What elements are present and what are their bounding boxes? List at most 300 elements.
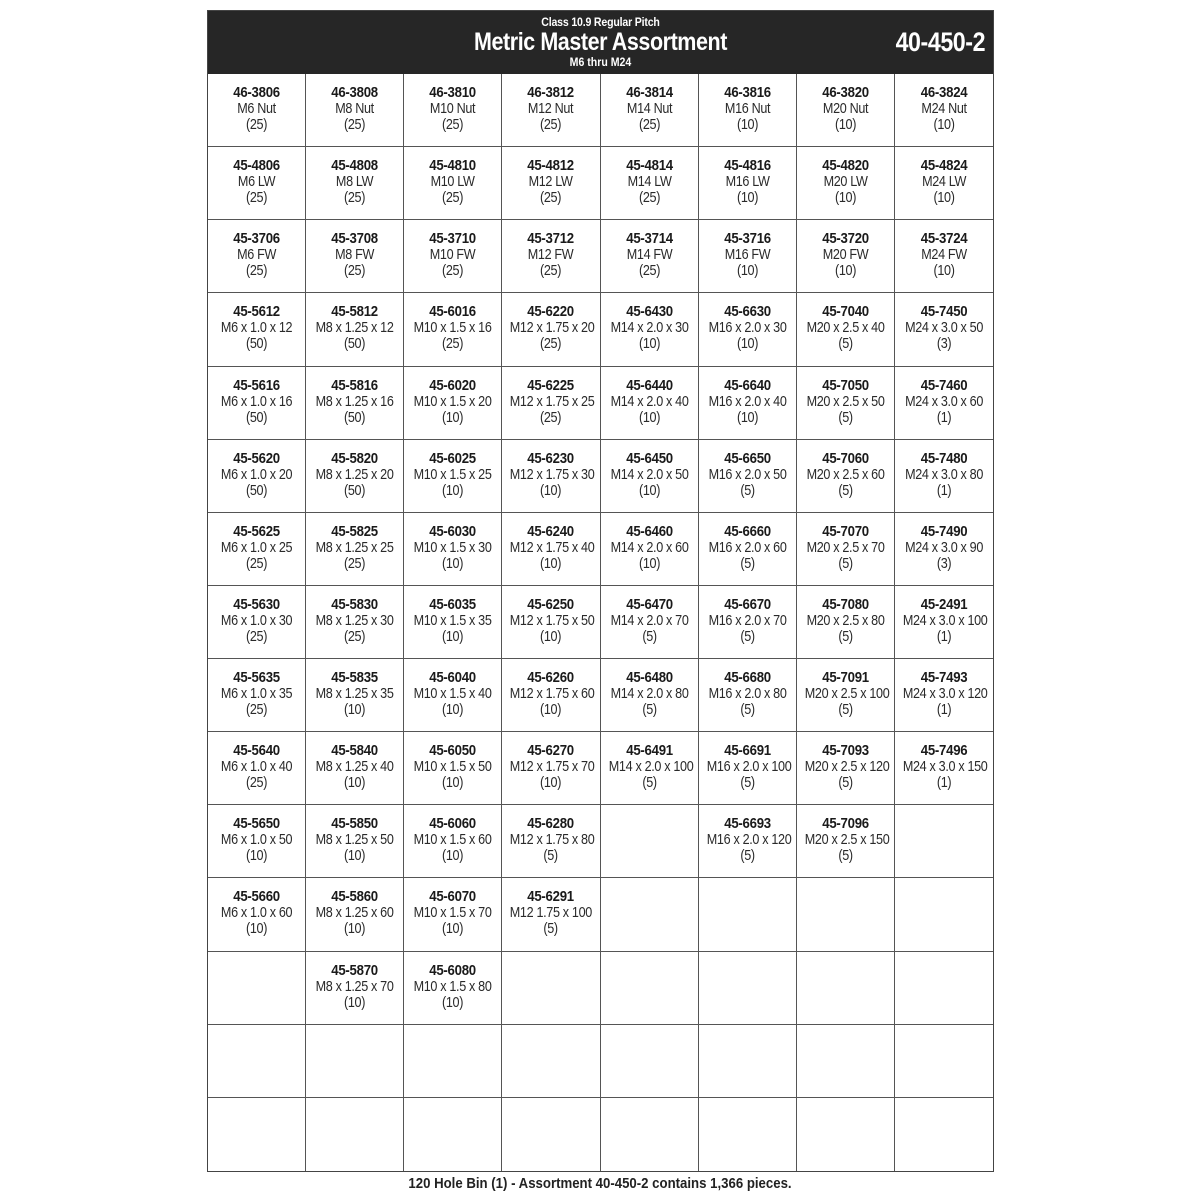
bin-cell	[306, 147, 404, 220]
part-number: 45-3724	[920, 230, 968, 248]
bin-cell	[208, 147, 306, 220]
part-description: M10 x 1.5 x 20	[413, 392, 492, 410]
bin-cell	[601, 586, 699, 659]
part-number: 45-6230	[527, 449, 575, 467]
part-number: 45-4824	[920, 157, 968, 175]
part-number: 45-6280	[527, 815, 575, 833]
empty-bin-cell	[601, 1098, 699, 1171]
bin-cell	[404, 147, 502, 220]
bin-cell	[404, 367, 502, 440]
part-quantity: (10)	[638, 408, 660, 426]
part-quantity: (5)	[838, 554, 853, 572]
part-quantity: (5)	[838, 335, 853, 353]
part-description: M8 FW	[335, 246, 375, 264]
part-number: 45-5830	[331, 595, 378, 613]
part-number: 45-5860	[331, 888, 378, 906]
part-description: M6 x 1.0 x 60	[220, 904, 293, 922]
part-description: M6 x 1.0 x 40	[220, 758, 293, 776]
part-description: M6 x 1.0 x 50	[220, 831, 293, 849]
part-description: M24 x 3.0 x 100	[902, 611, 988, 629]
part-quantity: (1)	[936, 701, 952, 719]
bin-cell	[601, 513, 699, 586]
part-quantity: (3)	[936, 335, 952, 353]
part-number: 45-6050	[429, 742, 477, 760]
part-quantity: (5)	[838, 847, 853, 865]
part-quantity: (1)	[936, 408, 952, 426]
part-number: 45-3716	[723, 230, 771, 248]
part-number: 45-6030	[429, 522, 477, 540]
part-number: 45-6020	[429, 376, 477, 394]
part-description: M16 FW	[724, 246, 770, 264]
bin-cell	[208, 513, 306, 586]
bin-cell	[895, 659, 993, 732]
part-quantity: (25)	[344, 189, 366, 207]
part-description: M14 x 2.0 x 30	[610, 319, 689, 337]
part-quantity: (10)	[638, 481, 660, 499]
bin-cell	[797, 74, 895, 147]
bin-cell	[797, 659, 895, 732]
part-number: 46-3824	[920, 84, 968, 101]
part-quantity: (10)	[933, 189, 955, 207]
part-number: 45-6640	[723, 376, 771, 394]
bin-cell	[601, 440, 699, 513]
part-quantity: (10)	[540, 627, 562, 645]
bin-cell	[502, 586, 600, 659]
part-number: 45-5640	[233, 742, 280, 760]
part-description: M24 x 3.0 x 50	[904, 319, 983, 337]
part-number: 45-4814	[625, 157, 673, 175]
bin-cell	[895, 220, 993, 293]
bin-cell	[601, 732, 699, 805]
part-quantity: (10)	[246, 920, 268, 938]
part-quantity: (10)	[834, 262, 856, 280]
part-number: 45-6016	[429, 303, 477, 321]
part-description: M24 LW	[921, 173, 966, 191]
part-description: M16 LW	[725, 173, 770, 191]
part-quantity: (10)	[344, 847, 366, 865]
part-quantity: (5)	[838, 408, 853, 426]
part-description: M20 LW	[823, 173, 868, 191]
part-quantity: (5)	[641, 774, 657, 792]
part-description: M16 x 2.0 x 100	[706, 758, 792, 776]
part-description: M16 Nut	[724, 100, 770, 117]
part-description: M20 x 2.5 x 100	[804, 685, 890, 703]
part-number: 45-6670	[723, 595, 771, 613]
part-quantity: (10)	[442, 481, 464, 499]
part-description: M12 x 1.75 x 40	[510, 538, 595, 556]
part-quantity: (50)	[344, 408, 366, 426]
part-description: M8 x 1.25 x 50	[315, 831, 394, 849]
part-description: M8 x 1.25 x 70	[315, 977, 394, 995]
part-number: 45-7450	[920, 303, 968, 321]
part-quantity: (10)	[933, 262, 955, 280]
part-quantity: (25)	[246, 189, 268, 207]
part-number: 45-4808	[331, 157, 378, 175]
part-quantity: (5)	[543, 920, 559, 938]
part-number: 45-5835	[331, 669, 378, 687]
empty-bin-cell	[797, 878, 895, 951]
bin-cell	[502, 513, 600, 586]
size-range: M6 thru M24	[569, 55, 632, 69]
part-number: 45-5616	[233, 376, 280, 394]
part-quantity: (50)	[246, 408, 268, 426]
bin-cell	[306, 732, 404, 805]
part-quantity: (25)	[246, 627, 268, 645]
part-description: M10 FW	[430, 246, 476, 264]
part-quantity: (3)	[936, 554, 952, 572]
part-quantity: (10)	[736, 335, 758, 353]
part-number: 45-6660	[723, 522, 771, 540]
part-number: 45-4816	[723, 157, 771, 175]
part-number: 45-5612	[233, 303, 280, 321]
part-description: M24 x 3.0 x 150	[902, 758, 988, 776]
part-description: M16 x 2.0 x 120	[706, 831, 792, 849]
part-description: M14 x 2.0 x 70	[610, 611, 689, 629]
empty-bin-cell	[797, 952, 895, 1025]
part-description: M6 FW	[237, 246, 277, 264]
part-quantity: (25)	[442, 262, 464, 280]
part-description: M8 x 1.25 x 60	[315, 904, 394, 922]
part-quantity: (25)	[638, 116, 660, 133]
bin-cell	[502, 440, 600, 513]
part-description: M12 FW	[528, 246, 574, 264]
part-quantity: (10)	[442, 774, 464, 792]
part-description: M14 Nut	[626, 100, 672, 117]
part-description: M24 x 3.0 x 90	[904, 538, 983, 556]
bin-cell	[797, 293, 895, 366]
part-quantity: (10)	[344, 774, 366, 792]
part-quantity: (10)	[442, 920, 464, 938]
part-number: 45-3720	[822, 230, 869, 248]
empty-bin-cell	[306, 1098, 404, 1171]
empty-bin-cell	[502, 952, 600, 1025]
part-number: 45-3708	[331, 230, 378, 248]
part-quantity: (5)	[838, 481, 853, 499]
part-number: 45-6480	[625, 669, 673, 687]
part-number: 45-6630	[723, 303, 771, 321]
part-quantity: (1)	[936, 627, 952, 645]
assortment-sheet	[207, 10, 994, 1172]
part-quantity: (10)	[736, 116, 758, 133]
part-quantity: (25)	[246, 701, 268, 719]
part-number: 45-6060	[429, 815, 477, 833]
bin-cell	[208, 220, 306, 293]
part-description: M10 x 1.5 x 30	[413, 538, 492, 556]
part-number: 45-6430	[625, 303, 673, 321]
bin-cell	[208, 732, 306, 805]
part-number: 45-4812	[527, 157, 575, 175]
part-number: 45-6680	[723, 669, 771, 687]
bin-cell	[208, 805, 306, 878]
bin-cell	[306, 513, 404, 586]
part-description: M6 x 1.0 x 35	[220, 685, 293, 703]
part-quantity: (25)	[442, 116, 464, 133]
part-quantity: (10)	[344, 920, 366, 938]
part-number: 45-4820	[822, 157, 869, 175]
bin-cell	[404, 220, 502, 293]
part-description: M14 x 2.0 x 60	[610, 538, 689, 556]
part-description: M10 x 1.5 x 50	[413, 758, 492, 776]
bin-cell	[699, 513, 797, 586]
part-quantity: (10)	[442, 554, 464, 572]
part-description: M12 x 1.75 x 30	[510, 465, 595, 483]
part-description: M20 x 2.5 x 70	[806, 538, 885, 556]
bin-cell	[797, 805, 895, 878]
part-number: 45-7091	[822, 669, 869, 687]
empty-bin-cell	[502, 1025, 600, 1098]
part-description: M16 x 2.0 x 70	[708, 611, 787, 629]
part-quantity: (50)	[246, 481, 268, 499]
part-number: 45-7096	[822, 815, 869, 833]
empty-bin-cell	[601, 805, 699, 878]
bin-cell	[895, 440, 993, 513]
bin-cell	[895, 293, 993, 366]
part-quantity: (25)	[246, 774, 268, 792]
bin-cell	[699, 732, 797, 805]
bin-cell	[601, 74, 699, 147]
part-description: M14 x 2.0 x 50	[610, 465, 689, 483]
bin-cell	[208, 878, 306, 951]
part-number: 45-5620	[233, 449, 280, 467]
part-quantity: (10)	[442, 701, 464, 719]
part-quantity: (25)	[540, 116, 562, 133]
part-quantity: (5)	[739, 554, 755, 572]
part-quantity: (5)	[739, 774, 755, 792]
empty-bin-cell	[699, 878, 797, 951]
part-description: M12 x 1.75 x 80	[510, 831, 595, 849]
empty-bin-cell	[895, 878, 993, 951]
empty-bin-cell	[502, 1098, 600, 1171]
part-quantity: (10)	[638, 335, 660, 353]
bin-cell	[306, 952, 404, 1025]
part-number: 45-5816	[331, 376, 378, 394]
part-number: 45-6260	[527, 669, 575, 687]
part-quantity: (10)	[442, 627, 464, 645]
part-number: 45-6291	[527, 888, 575, 906]
bin-cell	[699, 440, 797, 513]
part-description: M12 x 1.75 x 25	[510, 392, 595, 410]
bin-cell	[797, 367, 895, 440]
class-label: Class 10.9 Regular Pitch	[541, 15, 660, 29]
bin-cell	[699, 367, 797, 440]
bin-cell	[404, 513, 502, 586]
part-description: M10 x 1.5 x 25	[413, 465, 492, 483]
bin-cell	[895, 513, 993, 586]
part-number: 45-6025	[429, 449, 477, 467]
part-quantity: (5)	[838, 774, 853, 792]
part-quantity: (25)	[344, 262, 366, 280]
bin-cell	[895, 147, 993, 220]
empty-bin-cell	[404, 1025, 502, 1098]
bin-cell	[797, 513, 895, 586]
part-quantity: (1)	[936, 481, 952, 499]
part-number: 45-5850	[331, 815, 378, 833]
part-number: 45-6240	[527, 522, 575, 540]
part-number: 45-4806	[233, 157, 280, 175]
part-number: 46-3806	[233, 84, 280, 101]
part-description: M12 x 1.75 x 20	[510, 319, 595, 337]
part-description: M10 Nut	[430, 100, 476, 117]
part-description: M8 Nut	[335, 100, 374, 117]
part-description: M20 x 2.5 x 40	[806, 319, 885, 337]
bin-cell	[208, 293, 306, 366]
part-number: 45-6691	[723, 742, 771, 760]
part-description: M10 x 1.5 x 35	[413, 611, 492, 629]
bin-cell	[306, 586, 404, 659]
part-number: 46-3812	[527, 84, 575, 101]
part-quantity: (10)	[442, 408, 464, 426]
bin-cell	[797, 586, 895, 659]
bin-cell	[306, 367, 404, 440]
part-number: 45-6040	[429, 669, 477, 687]
part-description: M6 x 1.0 x 16	[220, 392, 293, 410]
part-description: M8 x 1.25 x 20	[315, 465, 394, 483]
bin-cell	[502, 293, 600, 366]
part-quantity: (5)	[739, 847, 755, 865]
part-number: 45-5820	[331, 449, 378, 467]
part-number: 45-5635	[233, 669, 280, 687]
empty-bin-cell	[699, 1098, 797, 1171]
part-quantity: (25)	[246, 116, 268, 133]
part-number: 45-7490	[920, 522, 968, 540]
part-description: M24 x 3.0 x 120	[902, 685, 988, 703]
part-description: M12 1.75 x 100	[510, 904, 593, 922]
part-quantity: (25)	[344, 116, 366, 133]
bin-cell	[699, 220, 797, 293]
bin-cell	[699, 586, 797, 659]
part-number: 45-6070	[429, 888, 477, 906]
bin-cell	[601, 293, 699, 366]
part-description: M10 x 1.5 x 16	[413, 319, 492, 337]
part-number: 45-6035	[429, 595, 477, 613]
part-number: 45-6270	[527, 742, 575, 760]
part-description: M20 x 2.5 x 50	[806, 392, 885, 410]
part-number: 45-6650	[723, 449, 771, 467]
empty-bin-cell	[895, 952, 993, 1025]
part-description: M12 x 1.75 x 50	[510, 611, 595, 629]
part-quantity: (10)	[638, 554, 660, 572]
part-description: M16 x 2.0 x 80	[708, 685, 787, 703]
part-description: M12 x 1.75 x 60	[510, 685, 595, 703]
bin-cell	[208, 440, 306, 513]
part-number: 45-5625	[233, 522, 280, 540]
part-number: 45-5812	[331, 303, 378, 321]
part-description: M8 x 1.25 x 40	[315, 758, 394, 776]
part-description: M8 x 1.25 x 25	[315, 538, 394, 556]
part-description: M8 x 1.25 x 35	[315, 685, 394, 703]
bin-cell	[404, 878, 502, 951]
empty-bin-cell	[895, 805, 993, 878]
empty-bin-cell	[404, 1098, 502, 1171]
part-number: 45-6220	[527, 303, 575, 321]
part-quantity: (10)	[344, 993, 366, 1011]
part-description: M16 x 2.0 x 60	[708, 538, 787, 556]
part-quantity: (25)	[540, 189, 562, 207]
part-number: 45-6225	[527, 376, 575, 394]
bin-cell	[404, 74, 502, 147]
bin-cell	[895, 367, 993, 440]
part-description: M24 Nut	[921, 100, 967, 117]
part-description: M8 LW	[336, 173, 374, 191]
bin-cell	[306, 659, 404, 732]
part-description: M20 FW	[822, 246, 869, 264]
part-number: 45-6250	[527, 595, 575, 613]
part-number: 46-3810	[429, 84, 477, 101]
part-number: 45-7050	[822, 376, 869, 394]
bin-cell	[797, 220, 895, 293]
part-description: M6 LW	[237, 173, 276, 191]
bin-cell	[601, 659, 699, 732]
bin-cell	[601, 220, 699, 293]
bin-cell	[699, 293, 797, 366]
part-quantity: (10)	[834, 116, 856, 133]
bin-cell	[208, 367, 306, 440]
part-number: 45-3712	[527, 230, 575, 248]
bin-cell	[502, 659, 600, 732]
part-number: 45-7080	[822, 595, 869, 613]
empty-bin-cell	[306, 1025, 404, 1098]
bin-cell	[502, 732, 600, 805]
empty-bin-cell	[601, 1025, 699, 1098]
part-description: M10 x 1.5 x 60	[413, 831, 492, 849]
part-quantity: (10)	[246, 847, 268, 865]
part-number: 45-7093	[822, 742, 869, 760]
part-number: 46-3814	[625, 84, 673, 101]
empty-bin-cell	[208, 1025, 306, 1098]
part-number: 45-3710	[429, 230, 477, 248]
part-description: M12 LW	[528, 173, 573, 191]
part-description: M16 x 2.0 x 40	[708, 392, 787, 410]
empty-bin-cell	[601, 952, 699, 1025]
bin-cell	[404, 659, 502, 732]
part-description: M10 x 1.5 x 70	[413, 904, 492, 922]
bin-cell	[797, 440, 895, 513]
empty-bin-cell	[208, 1098, 306, 1171]
part-quantity: (1)	[936, 774, 952, 792]
bin-cell	[502, 220, 600, 293]
part-number: 45-3706	[233, 230, 280, 248]
bin-cell	[699, 147, 797, 220]
part-number: 45-6470	[625, 595, 673, 613]
part-description: M14 x 2.0 x 40	[610, 392, 689, 410]
part-number: 45-5630	[233, 595, 280, 613]
part-description: M20 x 2.5 x 80	[806, 611, 885, 629]
part-description: M14 x 2.0 x 100	[608, 758, 693, 776]
empty-bin-cell	[208, 952, 306, 1025]
part-number: 46-3808	[331, 84, 378, 101]
part-number: 45-6693	[723, 815, 771, 833]
part-number: 45-7496	[920, 742, 968, 760]
empty-bin-cell	[699, 952, 797, 1025]
part-number: 45-5870	[331, 961, 378, 979]
part-description: M8 x 1.25 x 12	[315, 319, 394, 337]
part-quantity: (5)	[838, 701, 853, 719]
part-number: 45-6491	[625, 742, 673, 760]
bin-cell	[502, 878, 600, 951]
bin-cell	[601, 147, 699, 220]
bin-cell	[699, 74, 797, 147]
part-number: 45-7070	[822, 522, 869, 540]
part-description: M10 x 1.5 x 80	[413, 977, 492, 995]
part-description: M6 x 1.0 x 12	[220, 319, 293, 337]
part-number: 45-4810	[429, 157, 477, 175]
bin-cell	[699, 805, 797, 878]
empty-bin-cell	[699, 1025, 797, 1098]
bin-cell	[404, 440, 502, 513]
part-quantity: (10)	[442, 993, 464, 1011]
part-quantity: (5)	[838, 627, 853, 645]
sheet-title: Metric Master Assortment	[474, 28, 727, 56]
